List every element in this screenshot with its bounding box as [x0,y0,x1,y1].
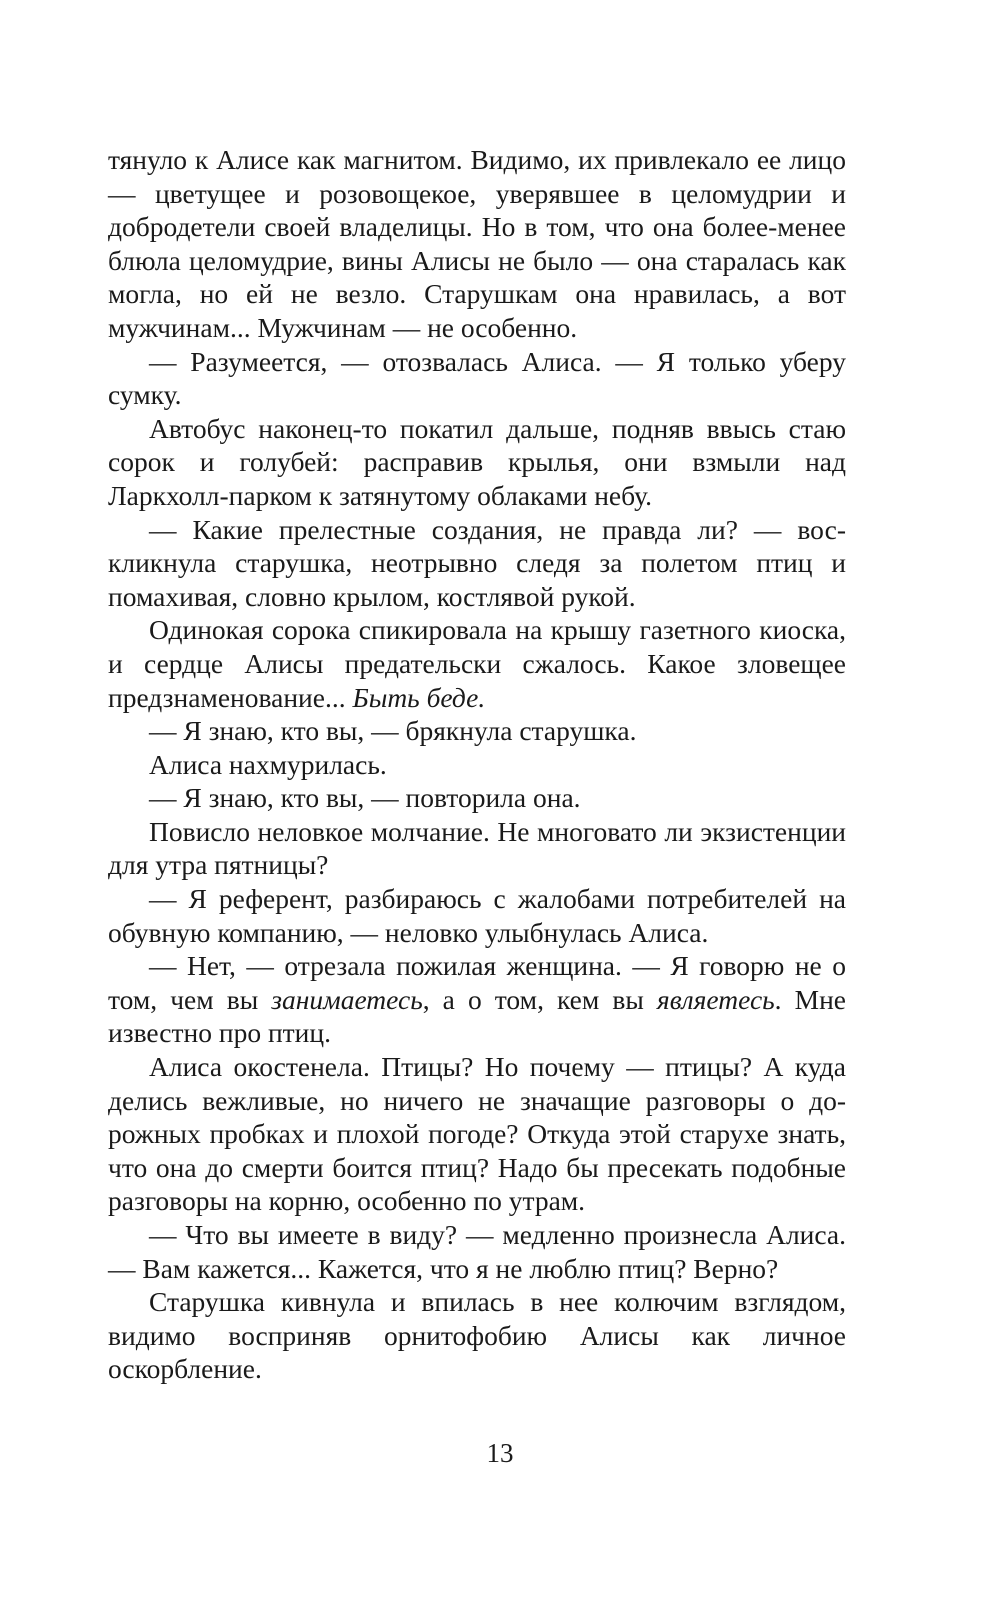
text-run: тянуло к Алисе как магнитом. Видимо, их привлекало ее лицо — цветущее и розовощекое, уверявшее в целомудрии и добродетели своей владелицы. Но в том, что она более-менее блюла целомудрие, вины Алисы не было — она старалась как могла, но ей не везло. Старушкам она нравилась, а вот мужчинам... Мужчинам — не особенно. [108,144,846,343]
paragraph [108,1218,846,1285]
text-run: Повисло неловкое молчание. Не многовато ли экзистенции для утра пятницы? [108,815,846,881]
text-run: Алиса нахмурилась. [149,748,387,780]
text-run: — Я знаю, кто вы, — брякнула старушка. [149,715,637,747]
italic-text: Быть беде. [352,681,486,713]
paragraph [108,143,846,345]
paragraph [108,613,846,714]
paragraph [108,882,846,949]
text-run: Старушка кивнула и впилась в нее колючим взглядом, видимо восприняв орнитофобию Алисы как личное оскорбление. [108,1286,846,1385]
text-run: — Разумеется, — отозвалась Алиса. — Я только уберу сумку. [108,345,846,411]
text-run: — Какие прелестные создания, не правда ли? — воскликнула старушка, неотрывно следя за полетом птиц и помахивая, словно крылом, костлявой рукой. [108,513,846,612]
page-number: 13 [486,1438,514,1468]
paragraph [108,1050,846,1218]
text-run: — Я знаю, кто вы, — повторила она. [149,782,581,814]
body-text [108,143,846,1386]
paragraph [108,412,846,513]
paragraph [108,748,846,782]
paragraph [108,714,846,748]
paragraph [108,513,846,614]
paragraph [108,781,846,815]
paragraph [108,345,846,412]
italic-text: являетесь [656,983,775,1015]
paragraph [108,815,846,882]
italic-text: занимаетесь [271,983,423,1015]
text-run: Алиса окостенела. Птицы? Но почему — птицы? А куда делись вежливые, но ничего не значащие разговоры о дорожных пробках и плохой погоде? Откуда этой старухе знать, что она до смерти боится птиц? Надо бы пресекать подобные разговоры на корню, особенно по утрам. [108,1051,846,1217]
text-run: , а о том, кем вы [422,983,657,1015]
paragraph [108,1285,846,1386]
text-run: Одинокая сорока спикировала на крышу газетного киоска, и сердце Алисы предательски сжалось. Какое зловещее предзнаменование... [108,614,846,713]
text-run: — Нет, — отрезала пожилая женщина. — Я говорю не о том, чем вы [108,950,846,1015]
text-run: — Что вы имеете в виду? — медленно произнесла Алиса. — Вам кажется... Кажется, что я не люблю птиц? Верно? [108,1219,846,1284]
text-run: . Мне известно про птиц. [108,983,846,1049]
text-run: Автобус наконец-то покатил дальше, подняв ввысь стаю сорок и голубей: расправив крылья, они взмыли над Ларкхолл-парком к затянутому облаками небу. [108,412,846,511]
paragraph [108,949,846,1050]
text-run: — Я референт, разбираюсь с жалобами потребителей на обувную компанию, — неловко улыбнулась Алиса. [108,883,846,948]
